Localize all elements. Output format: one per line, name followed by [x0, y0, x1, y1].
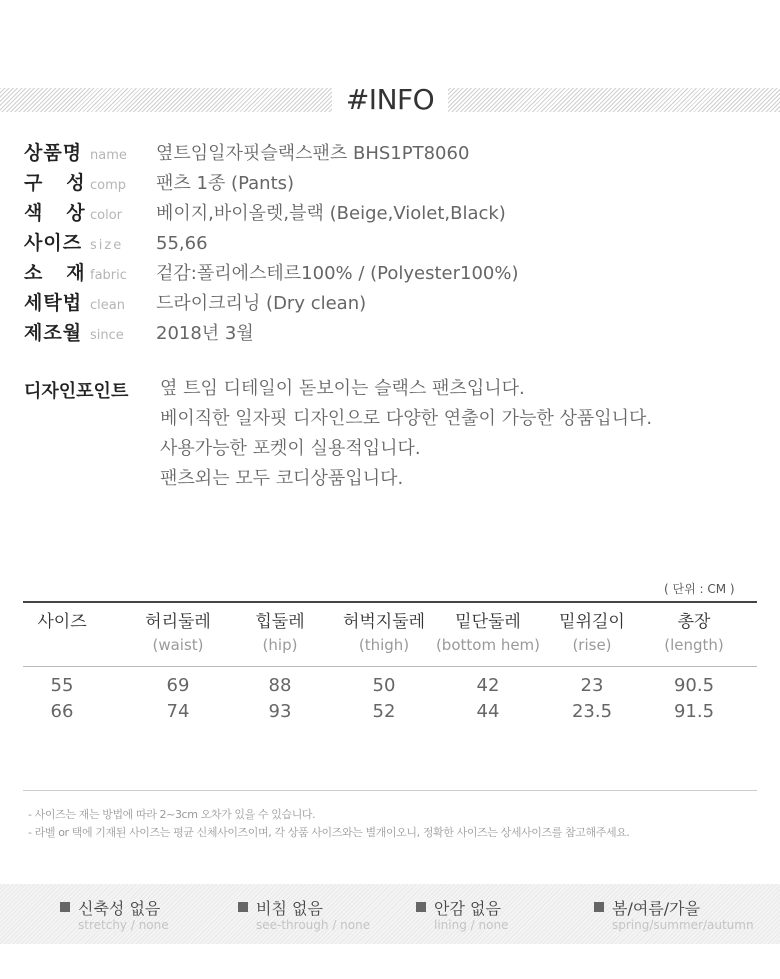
spec-value: 드라이크리닝 (Dry clean) — [156, 293, 367, 314]
design-point-text — [160, 377, 652, 497]
column-subheader: (rise) — [572, 636, 612, 654]
table-cell: 42 — [476, 675, 500, 696]
spec-sub-label: since — [90, 328, 124, 343]
size-notes — [28, 806, 630, 842]
spec-sub-label: color — [90, 208, 123, 223]
spec-sub-label: name — [90, 148, 127, 163]
square-bullet-icon — [238, 902, 248, 912]
table-column-thigh — [334, 610, 434, 725]
spec-label: 색 상 — [24, 202, 86, 224]
table-column-waist — [128, 610, 228, 725]
column-header: 밑위길이 — [559, 612, 625, 632]
size-note: - 사이즈는 재는 방법에 따라 2~3cm 오차가 있을 수 있습니다. — [28, 808, 316, 821]
spec-row-comp — [24, 168, 294, 198]
table-column-hip — [240, 610, 320, 725]
design-line: 사용가능한 포켓이 실용적입니다. — [160, 438, 421, 459]
table-column-length — [648, 610, 740, 725]
table-cell: 93 — [268, 701, 292, 722]
spec-value: 겉감:폴리에스테르100% / (Polyester100%) — [156, 263, 519, 284]
table-cell: 52 — [372, 701, 396, 722]
table-cell: 55 — [50, 675, 74, 696]
spec-row-clean — [24, 288, 366, 318]
feature-see-through — [238, 897, 370, 933]
table-column-rise — [546, 610, 638, 725]
design-line: 옆 트임 디테일이 돋보이는 슬랙스 팬츠입니다. — [160, 378, 525, 399]
spec-label: 사이즈 — [24, 232, 83, 254]
table-top-rule — [23, 601, 757, 603]
design-point-label: 디자인포인트 — [24, 381, 129, 402]
feature-sub-label: stretchy / none — [78, 918, 169, 932]
table-cell: 88 — [268, 675, 292, 696]
square-bullet-icon — [60, 902, 70, 912]
table-cell: 69 — [166, 675, 190, 696]
feature-label: 봄/여름/가을 — [612, 898, 701, 918]
column-subheader — [24, 634, 100, 656]
design-line: 베이직한 일자핏 디자인으로 다양한 연출이 가능한 상품입니다. — [160, 408, 653, 429]
table-bottom-rule — [23, 790, 757, 791]
column-header: 사이즈 — [37, 612, 87, 632]
column-subheader: (thigh) — [358, 636, 410, 654]
table-cell: 66 — [50, 701, 74, 722]
spec-row-color — [24, 198, 506, 228]
column-header: 총장 — [677, 612, 711, 632]
table-cell: 44 — [476, 701, 500, 722]
info-title: #INFO — [332, 84, 448, 116]
spec-sub-label: comp — [90, 178, 127, 193]
feature-label: 안감 없음 — [434, 898, 501, 918]
feature-season — [594, 897, 754, 933]
size-unit-label: ( 단위 : CM ) — [664, 582, 735, 596]
spec-sub-label: fabric — [90, 268, 127, 283]
feature-lining — [416, 897, 508, 933]
column-header: 힙둘레 — [255, 612, 305, 632]
spec-value: 팬츠 1종 (Pants) — [156, 173, 295, 194]
spec-label: 상품명 — [24, 142, 83, 164]
table-cell: 74 — [166, 701, 190, 722]
spec-value: 베이지,바이올렛,블랙 (Beige,Violet,Black) — [156, 203, 506, 224]
spec-sub-label: clean — [90, 298, 125, 313]
feature-label: 신축성 없음 — [78, 898, 161, 918]
feature-sub-label: lining / none — [434, 918, 509, 932]
spec-row-since — [24, 318, 254, 348]
feature-bar — [0, 884, 780, 944]
spec-label: 제조월 — [24, 322, 83, 344]
spec-value: 옆트임일자핏슬랙스팬츠 BHS1PT8060 — [156, 143, 470, 164]
spec-value: 55,66 — [156, 233, 208, 254]
feature-sub-label: spring/summer/autumn — [612, 918, 754, 932]
column-subheader: (length) — [664, 636, 724, 654]
spec-row-size — [24, 228, 208, 258]
feature-sub-label: see-through / none — [256, 918, 371, 932]
feature-label: 비침 없음 — [256, 898, 323, 918]
spec-row-name — [24, 138, 469, 168]
column-subheader: (hip) — [262, 636, 298, 654]
table-cell: 23.5 — [571, 701, 613, 722]
column-header: 허리둘레 — [145, 612, 211, 632]
table-cell: 50 — [372, 675, 396, 696]
column-header: 허벅지둘레 — [342, 612, 426, 632]
spec-value: 2018년 3월 — [156, 323, 254, 344]
spec-label: 세탁법 — [24, 292, 83, 314]
column-subheader: (waist) — [152, 636, 204, 654]
column-subheader: (bottom hem) — [435, 636, 541, 654]
table-cell: 90.5 — [673, 675, 715, 696]
table-column-size — [24, 610, 100, 725]
spec-label: 구 성 — [24, 172, 86, 194]
spec-row-fabric — [24, 258, 519, 288]
table-column-bottom-hem — [430, 610, 546, 725]
spec-sub-label: size — [90, 238, 124, 253]
square-bullet-icon — [416, 902, 426, 912]
feature-stretch — [60, 897, 169, 933]
column-header: 밑단둘레 — [455, 612, 521, 632]
size-note: - 라벨 or 택에 기재된 사이즈는 평균 신체사이즈이며, 각 상품 사이즈와는 별개이오니, 정확한 사이즈는 상세사이즈를 참고해주세요. — [28, 826, 630, 839]
table-cell: 91.5 — [673, 701, 715, 722]
square-bullet-icon — [594, 902, 604, 912]
design-line: 팬츠외는 모두 코디상품입니다. — [160, 468, 404, 489]
table-cell: 23 — [580, 675, 604, 696]
spec-label: 소 재 — [24, 262, 86, 284]
